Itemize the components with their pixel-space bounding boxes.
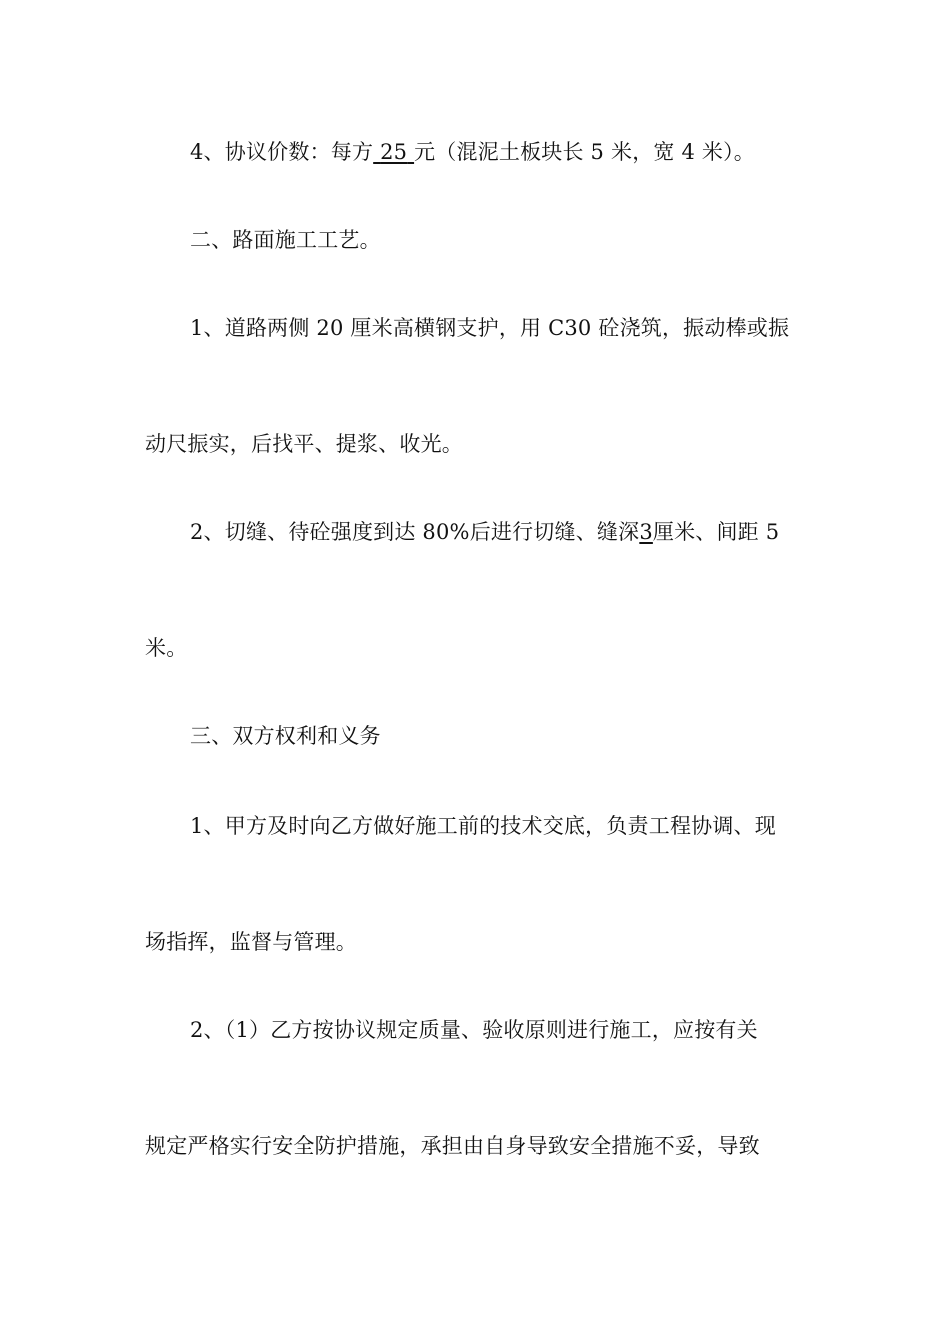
price-value: 25 xyxy=(380,140,408,164)
paragraph-partyB-line1: 2、（1）乙方按协议规定质量、验收原则进行施工，应按有关 xyxy=(190,1018,758,1042)
section-heading-rights: 三、双方权利和义务 xyxy=(190,724,381,748)
paragraph-support-line2: 动尺振实，后找平、提浆、收光。 xyxy=(145,432,463,456)
paragraph-cutting-line2: 米。 xyxy=(145,636,188,660)
paragraph-cutting-line1 xyxy=(190,520,779,544)
paragraph-support-line1: 1、道路两侧 20 厘米高横钢支护，用 C30 砼浇筑，振动棒或振 xyxy=(190,316,790,340)
cutting-text-a: 2、切缝、待砼强度到达 80%后进行切缝、缝深 xyxy=(190,520,640,544)
paragraph-partyA-line1: 1、甲方及时向乙方做好施工前的技术交底，负责工程协调、现 xyxy=(190,814,776,838)
price-unit-text: 元（混泥土板块长 5 米，宽 4 米）。 xyxy=(414,140,755,164)
cutting-depth-value: 3 xyxy=(639,520,653,544)
cutting-text-b: 厘米、间距 5 xyxy=(652,520,780,544)
paragraph-price xyxy=(190,140,755,164)
price-label: 4、协议价数：每方 xyxy=(190,140,374,164)
section-heading-construction: 二、路面施工工艺。 xyxy=(190,228,381,252)
paragraph-partyA-line2: 场指挥，监督与管理。 xyxy=(145,930,357,954)
paragraph-partyB-line2: 规定严格实行安全防护措施，承担由自身导致安全措施不妥，导致 xyxy=(145,1134,760,1158)
